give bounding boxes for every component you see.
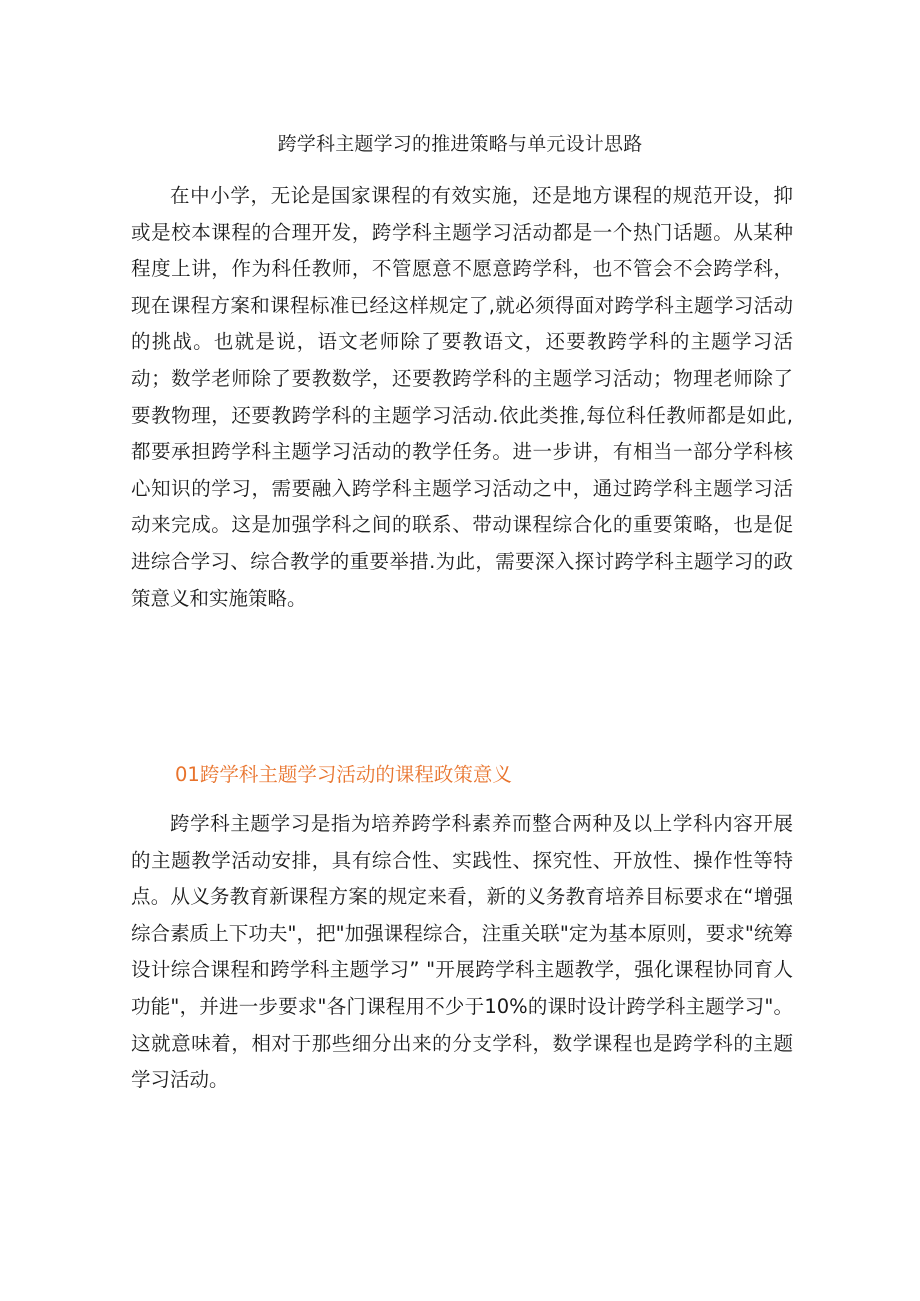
paragraph-intro: 在中小学，无论是国家课程的有效实施，还是地方课程的规范开设，抑或是校本课程的合理开发，跨学科主题学习活动都是一个热门话题。从某种程度上讲，作为科任教师，不管愿意不愿意跨学科，也不管会不会跨学科，现在课程方案和课程标准已经这样规定了,就必须得面对跨学科主题学习活动的挑战。也就是说，语文老师除了要教语文，还要教跨学科的主题学习活动；数学老师除了要教数学，还要教跨学科的主题学习活动；物理老师除了要教物理，还要教跨学科的主题学习活动.依此类推,每位科任教师都是如此,都要承担跨学科主题学习活动的教学任务。进一步讲，有相当一部分学科核心知识的学习，需要融入跨学科主题学习活动之中，通过跨学科主题学习活动来完成。这是加强学科之间的联系、带动课程综合化的重要策略，也是促进综合学习、综合教学的重要举措.为此，需要深入探讨跨学科主题学习的政策意义和实施策略。 [131, 184, 793, 610]
document-title: 跨学科主题学习的推进策略与单元设计思路 [277, 133, 643, 155]
paragraph-policy: 跨学科主题学习是指为培养跨学科素养而整合两种及以上学科内容开展的主题教学活动安排，具有综合性、实践性、探究性、开放性、操作性等特点。从义务教育新课程方案的规定来看，新的义务教育培养目标要求在“增强综合素质上下功夫"，把"加强课程综合，注重关联"定为基本原则，要求"统筹设计综合课程和跨学科主题学习” "开展跨学科主题教学，强化课程协同育人功能"，并进一步要求"各门课程用不少于10%的课时设计跨学科主题学习"。这就意味着，相对于那些细分出来的分支学科，数学课程也是跨学科的主题学习活动。 [131, 812, 793, 1092]
section-heading: 01跨学科主题学习活动的课程政策意义 [175, 763, 512, 786]
